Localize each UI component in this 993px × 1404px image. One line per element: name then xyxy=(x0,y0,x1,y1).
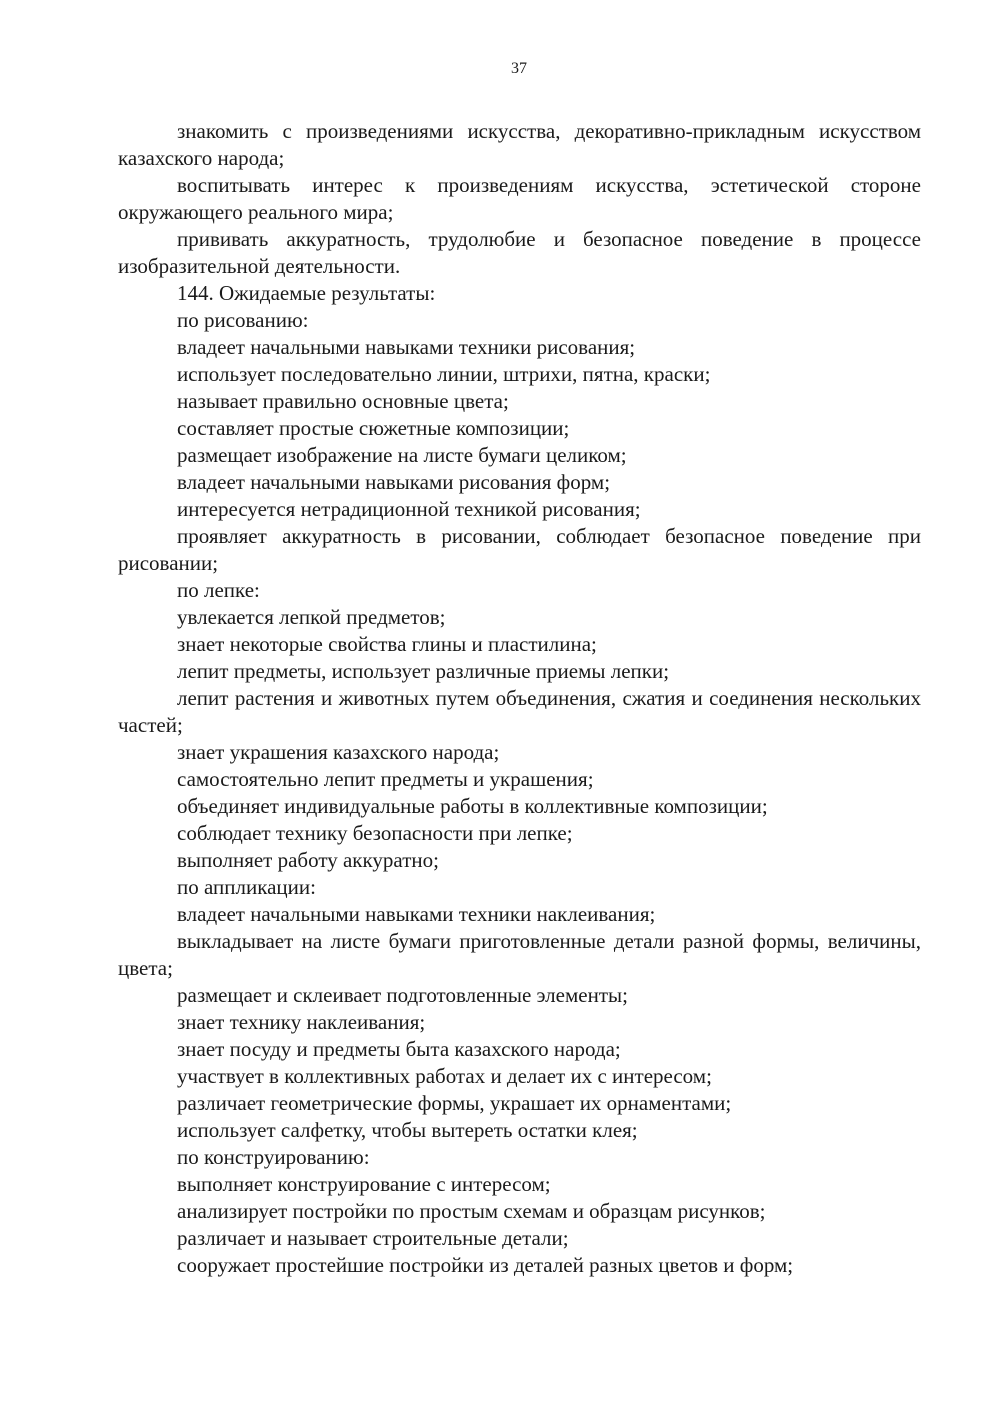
document-body xyxy=(118,118,921,1279)
list-item: соблюдает технику безопасности при лепке; xyxy=(177,821,573,845)
list-item: владеет начальными навыками техники наклеивания; xyxy=(177,902,656,926)
list-item: использует последовательно линии, штрихи, пятна, краски; xyxy=(177,362,711,386)
subsection-heading: по аппликации: xyxy=(177,875,316,899)
list-item: объединяет индивидуальные работы в коллективные композиции; xyxy=(177,794,768,818)
list-item: выполняет работу аккуратно; xyxy=(177,848,439,872)
list-item: выполняет конструирование с интересом; xyxy=(177,1172,551,1196)
paragraph: знакомить с произведениями искусства, декоративно-прикладным искусством казахского народа; xyxy=(118,119,921,170)
list-item: различает и называет строительные детали; xyxy=(177,1226,569,1250)
list-item: лепит растения и животных путем объединения, сжатия и соединения нескольких частей; xyxy=(118,686,921,737)
list-item: участвует в коллективных работах и делает их с интересом; xyxy=(177,1064,712,1088)
paragraph: прививать аккуратность, трудолюбие и безопасное поведение в процессе изобразительной деятельности. xyxy=(118,227,921,278)
subsection-heading: по рисованию: xyxy=(177,308,309,332)
subsection-heading: по конструированию: xyxy=(177,1145,370,1169)
list-item: владеет начальными навыками техники рисования; xyxy=(177,335,636,359)
list-item: лепит предметы, использует различные приемы лепки; xyxy=(177,659,670,683)
list-item: знает некоторые свойства глины и пластилина; xyxy=(177,632,597,656)
list-item: называет правильно основные цвета; xyxy=(177,389,509,413)
paragraph: воспитывать интерес к произведениям искусства, эстетической стороне окружающего реального мира; xyxy=(118,173,921,224)
list-item: сооружает простейшие постройки из деталей разных цветов и форм; xyxy=(177,1253,794,1277)
list-item: выкладывает на листе бумаги приготовленные детали разной формы, величины, цвета; xyxy=(118,929,921,980)
list-item: владеет начальными навыками рисования форм; xyxy=(177,470,611,494)
list-item: использует салфетку, чтобы вытереть остатки клея; xyxy=(177,1118,638,1142)
list-item: составляет простые сюжетные композиции; xyxy=(177,416,570,440)
list-item: размещает изображение на листе бумаги целиком; xyxy=(177,443,627,467)
list-item: самостоятельно лепит предметы и украшения; xyxy=(177,767,594,791)
list-item: увлекается лепкой предметов; xyxy=(177,605,446,629)
list-item: знает украшения казахского народа; xyxy=(177,740,500,764)
list-item: проявляет аккуратность в рисовании, соблюдает безопасное поведение при рисовании; xyxy=(118,524,921,575)
list-item: знает посуду и предметы быта казахского народа; xyxy=(177,1037,621,1061)
section-heading: 144. Ожидаемые результаты: xyxy=(177,281,436,305)
list-item: интересуется нетрадиционной техникой рисования; xyxy=(177,497,641,521)
list-item: анализирует постройки по простым схемам и образцам рисунков; xyxy=(177,1199,766,1223)
list-item: размещает и склеивает подготовленные элементы; xyxy=(177,983,628,1007)
list-item: различает геометрические формы, украшает их орнаментами; xyxy=(177,1091,732,1115)
subsection-heading: по лепке: xyxy=(177,578,260,602)
page-number: 37 xyxy=(511,60,527,77)
list-item: знает технику наклеивания; xyxy=(177,1010,426,1034)
